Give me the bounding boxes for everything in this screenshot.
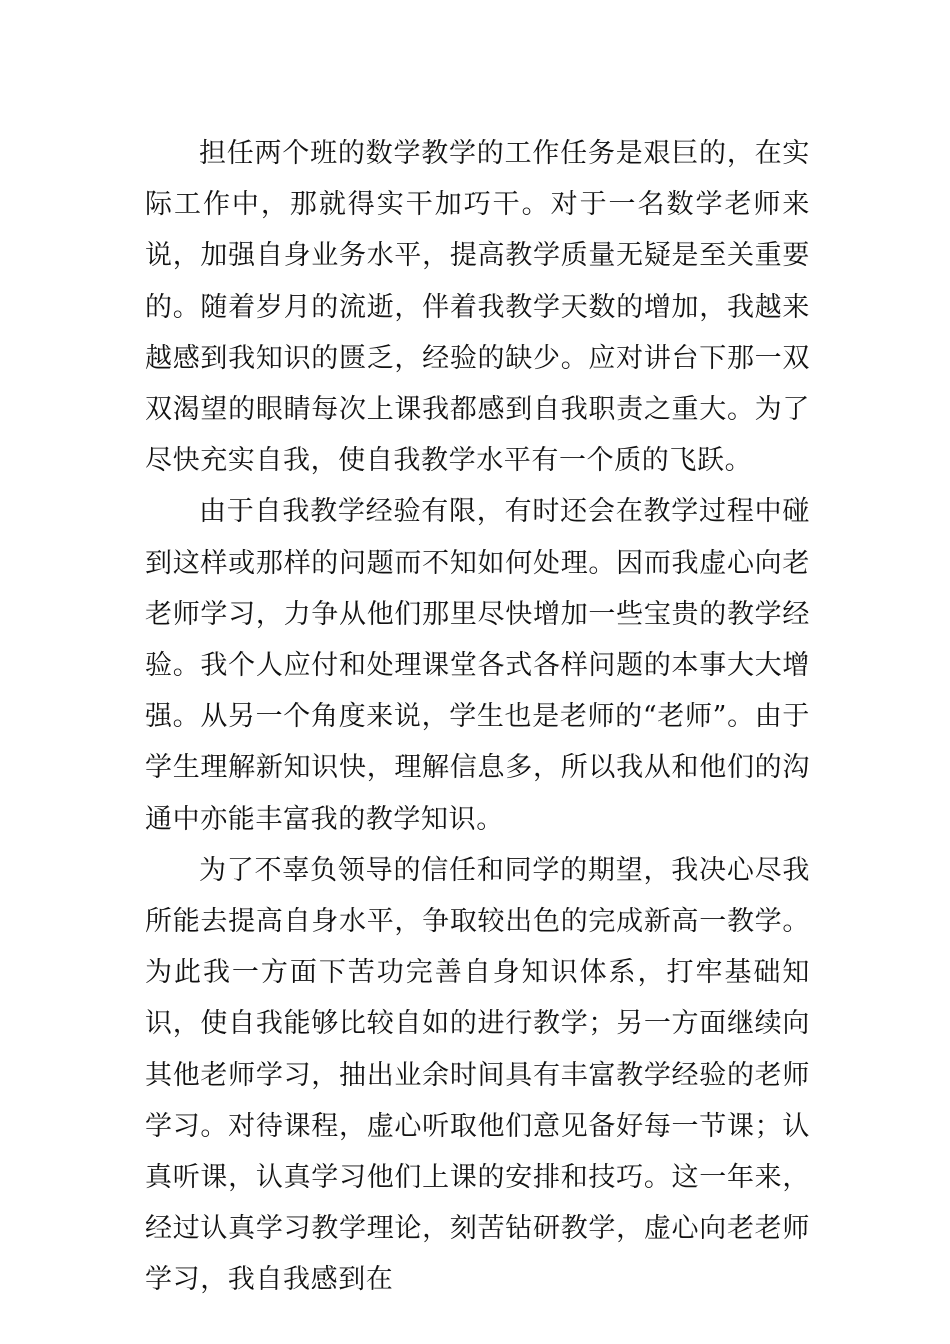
paragraph-1: 担任两个班的数学教学的工作任务是艰巨的，在实际工作中，那就得实干加巧干。对于一名数学老师来说，加强自身业务水平，提高教学质量无疑是至关重要的。随着岁月的流逝，伴着我教学天数的增加，我越来越感到我知识的匮乏，经验的缺少。应对讲台下那一双双渴望的眼睛每次上课我都感到自我职责之重大。为了尽快充实自我，使自我教学水平有一个质的飞跃。: [145, 138, 810, 477]
body-text: [145, 128, 810, 1306]
paragraph-3: 为了不辜负领导的信任和同学的期望，我决心尽我所能去提高自身水平，争取较出色的完成新高一教学。为此我一方面下苦功完善自身知识体系，打牢基础知识，使自我能够比较自如的进行教学；另一方面继续向其他老师学习，抽出业余时间具有丰富教学经验的老师学习。对待课程，虚心听取他们意见备好每一节课；认真听课，认真学习他们上课的安排和技巧。这一年来，经过认真学习教学理论，刻苦钻研教学，虚心向老老师学习，我自我感到在: [145, 854, 810, 1296]
paragraph-2: 由于自我教学经验有限，有时还会在教学过程中碰到这样或那样的问题而不知如何处理。因而我虚心向老老师学习，力争从他们那里尽快增加一些宝贵的教学经验。我个人应付和处理课堂各式各样问题的本事大大增强。从另一个角度来说，学生也是老师的“老师”。由于学生理解新知识快，理解信息多，所以我从和他们的沟通中亦能丰富我的教学知识。: [145, 496, 810, 835]
